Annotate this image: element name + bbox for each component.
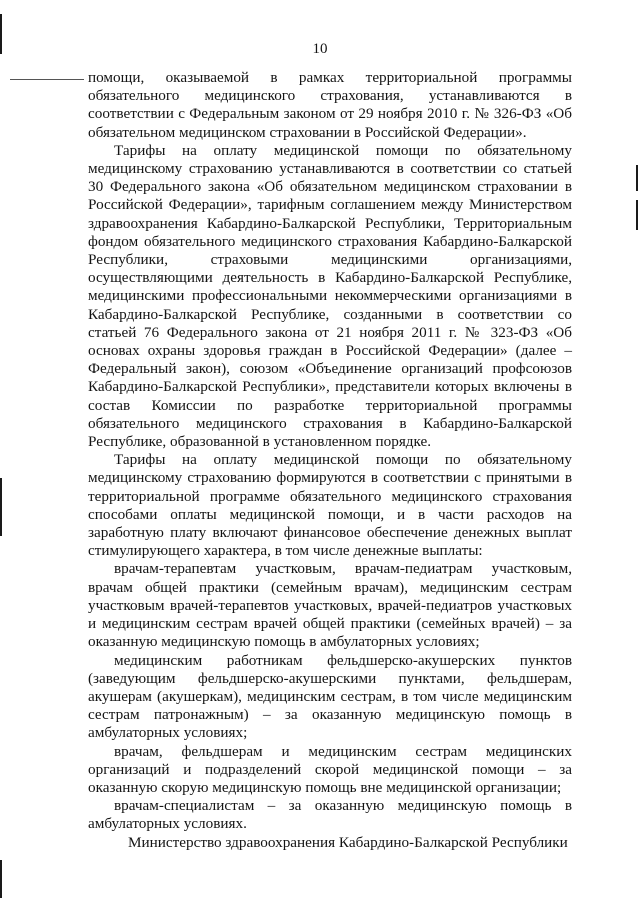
list-item-feldsher-points: медицинским работникам фельдшерско-акушерских пунктов (заведующим фельдшерско-акушерскими пунктами, фельдшерам, акушерам (акушеркам), медицинским сестрам, в том числе медицинским сестрам патронажным) – за оказанную медицинскую помощь в амбулаторных условиях; <box>88 651 572 742</box>
list-item-specialists: врачам-специалистам – за оказанную медицинскую помощь в амбулаторных условиях. <box>88 797 572 833</box>
scan-dash-line <box>10 79 84 80</box>
page-number: 10 <box>312 41 328 57</box>
document-body <box>88 69 572 852</box>
scan-edge-mark <box>636 165 638 191</box>
paragraph-continuation: помощи, оказываемой в рамках территориальной программы обязательного медицинского страхования, устанавливаются в соответствии с Федеральным законом от 29 ноября 2010 г. № 326-ФЗ «Об обязательном медицинском страховании в Российской Федерации». <box>88 69 572 141</box>
scan-edge-mark <box>0 478 2 536</box>
list-item-emergency-care: врачам, фельдшерам и медицинским сестрам медицинских организаций и подразделений скорой медицинской помощи – за оказанную скорую медицинскую помощь вне медицинской организации; <box>88 742 572 796</box>
paragraph-tariffs-forming: Тарифы на оплату медицинской помощи по обязательному медицинскому страхованию формируются в соответствии с принятыми в территориальной программе обязательного медицинского страхования способами оплаты медицинской помощи, и в части расходов на заработную плату включают финансовое обеспечение денежных выплат стимулирующего характера, в том числе денежные выплаты: <box>88 451 572 560</box>
paragraph-tariffs-setting: Тарифы на оплату медицинской помощи по обязательному медицинскому страхованию устанавливаются в соответствии со статьей 30 Федерального закона «Об обязательном медицинском страховании в Российской Федерации», тарифным соглашением между Министерством здравоохранения Кабардино-Балкарской Республики, Территориальным фондом обязательного медицинского страхования Кабардино-Балкарской Республики, страховыми медицинскими организациями, осуществляющими деятельность в Кабардино-Балкарской Республике, медицинскими профессиональными некоммерческими организациями в Кабардино-Балкарской Республике, созданными в соответствии со статьей 76 Федерального закона от 21 ноября 2011 г. № 323-ФЗ «Об основах охраны здоровья граждан в Российской Федерации» (далее – Федеральный закон), союзом «Объединение организаций профсоюзов Кабардино-Балкарской Республики», представители которых включены в состав Комиссии по разработке территориальной программы обязательного медицинского страхования в Кабардино-Балкарской Республике, образованной в установленном порядке. <box>88 141 572 451</box>
scan-edge-mark <box>636 200 638 230</box>
paragraph-ministry: Министерство здравоохранения Кабардино-Балкарской Республики <box>128 833 568 851</box>
scan-edge-mark <box>0 860 2 898</box>
list-item-district-doctors: врачам-терапевтам участковым, врачам-педиатрам участковым, врачам общей практики (семейным врачам), медицинским сестрам участковым врачей-терапевтов участковых, врачей-педиатров участковых и медицинским сестрам врачей общей практики (семейных врачей) – за оказанную медицинскую помощь в амбулаторных условиях; <box>88 560 572 651</box>
